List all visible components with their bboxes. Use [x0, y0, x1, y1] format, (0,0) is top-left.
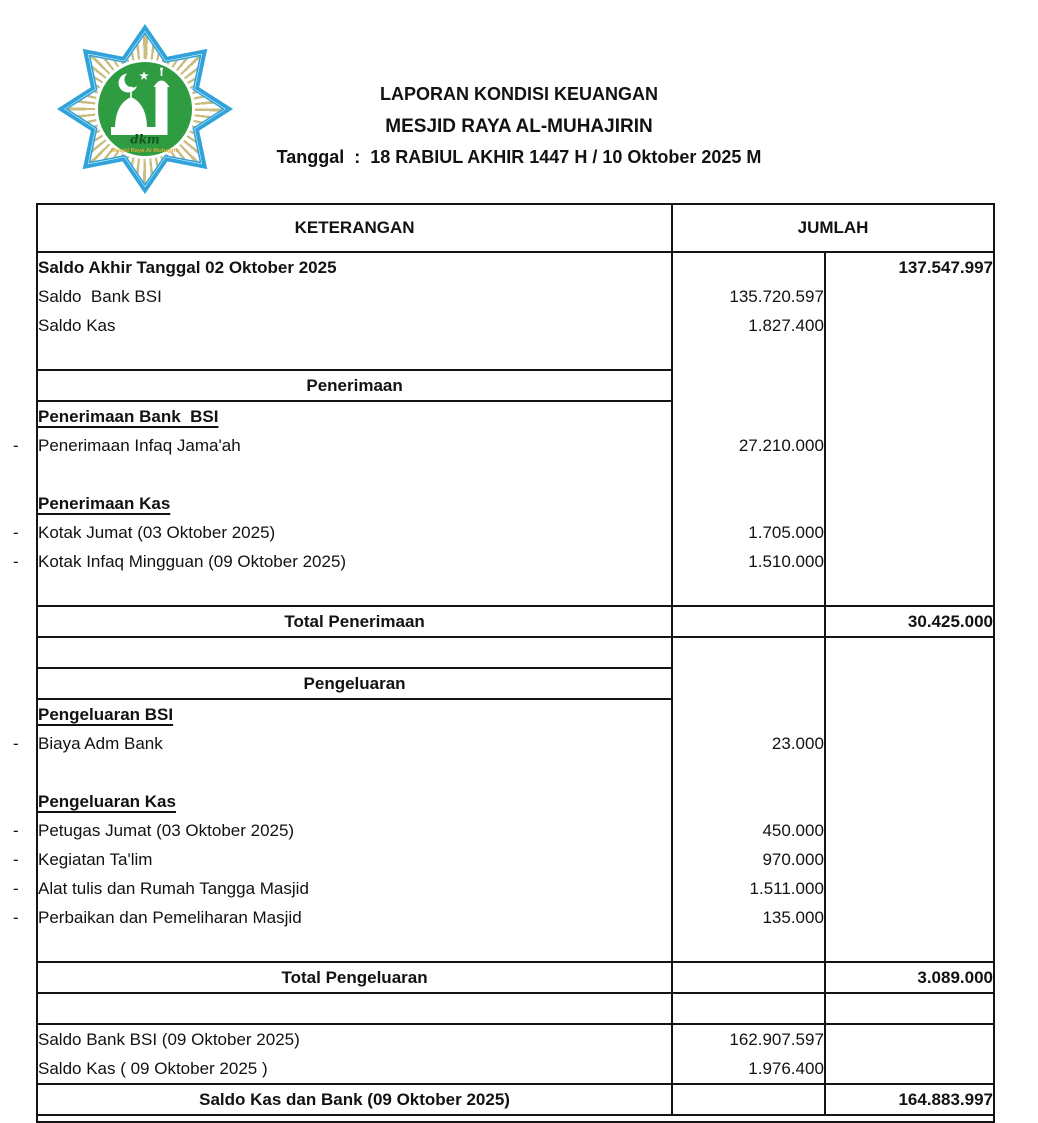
total-amount-cell	[825, 874, 993, 903]
label-cell: - Perbaikan dan Pemeliharan Masjid	[13, 907, 302, 927]
table-row	[38, 729, 993, 758]
total-amount-cell	[825, 431, 993, 460]
spacer-row	[38, 758, 993, 787]
label-cell: Pengeluaran Kas	[38, 791, 176, 811]
amount-cell: 1.827.400	[672, 311, 825, 340]
table-row	[38, 874, 993, 903]
table-row	[38, 282, 993, 311]
amount-cell: 970.000	[672, 845, 825, 874]
finance-table	[13, 205, 993, 1121]
total-amount-cell: 30.425.000	[825, 606, 993, 637]
label-cell: Saldo Bank BSI (09 Oktober 2025)	[38, 1024, 672, 1054]
amount-cell: 162.907.597	[672, 1024, 825, 1054]
report-date: Tanggal : 18 RABIUL AKHIR 1447 H / 10 Oktober 2025 M	[276, 147, 762, 167]
section-header-row	[38, 370, 993, 401]
table-row	[38, 311, 993, 340]
spacer-row	[38, 460, 993, 489]
total-amount-cell	[825, 903, 993, 932]
section-title-cell: Pengeluaran	[38, 668, 672, 699]
total-label-cell: Total Pengeluaran	[38, 962, 672, 993]
amount-cell: 1.511.000	[672, 874, 825, 903]
grand-total-row	[38, 1084, 993, 1115]
table-row	[38, 431, 993, 460]
amount-cell	[672, 1084, 825, 1115]
report-header	[0, 84, 1038, 168]
label-cell: Saldo Kas ( 09 Oktober 2025 )	[38, 1058, 268, 1078]
amount-cell: 135.720.597	[672, 282, 825, 311]
table-row	[38, 489, 993, 518]
label-cell: Saldo Bank BSI	[38, 286, 162, 306]
table-row	[38, 816, 993, 845]
total-amount-cell	[825, 518, 993, 547]
label-cell: - Petugas Jumat (03 Oktober 2025)	[13, 820, 295, 840]
table-row	[38, 845, 993, 874]
amount-cell: 23.000	[672, 729, 825, 758]
bottom-double-border-gap	[38, 1115, 993, 1121]
total-label-cell: Saldo Kas dan Bank (09 Oktober 2025)	[38, 1084, 672, 1115]
mosque-name: MESJID RAYA AL-MUHAJIRIN	[385, 116, 653, 137]
total-amount-cell	[825, 401, 993, 431]
total-amount-cell	[825, 699, 993, 729]
table-header-row	[38, 205, 993, 252]
table-row	[38, 787, 993, 816]
total-amount-cell	[825, 370, 993, 401]
amount-cell	[672, 962, 825, 993]
spacer-row	[38, 993, 993, 1024]
total-amount-cell	[825, 489, 993, 518]
total-amount-cell	[825, 729, 993, 758]
total-amount-cell	[825, 282, 993, 311]
total-amount-cell	[825, 787, 993, 816]
table-row	[38, 903, 993, 932]
spacer-row	[38, 932, 993, 962]
table-row	[38, 547, 993, 576]
total-amount-cell	[825, 668, 993, 699]
star-icon	[139, 71, 149, 80]
total-amount-cell	[825, 311, 993, 340]
table-row	[38, 1054, 993, 1084]
spacer-row	[38, 576, 993, 606]
amount-cell: 1.510.000	[672, 547, 825, 576]
report-title: LAPORAN KONDISI KEUANGAN	[379, 84, 658, 104]
total-amount-cell	[825, 845, 993, 874]
label-cell: Pengeluaran BSI	[38, 704, 174, 724]
total-amount-cell: 164.883.997	[825, 1084, 993, 1115]
amount-cell	[672, 606, 825, 637]
label-cell: - Kotak Jumat (03 Oktober 2025)	[13, 522, 276, 542]
total-row	[38, 606, 993, 637]
amount-cell: 1.976.400	[672, 1054, 825, 1084]
amount-cell: 135.000	[672, 903, 825, 932]
col-header-keterangan: KETERANGAN	[38, 205, 672, 252]
table-row	[38, 518, 993, 547]
table-row	[38, 252, 993, 282]
spacer-row	[38, 637, 993, 668]
amount-cell: 1.705.000	[672, 518, 825, 547]
amount-cell	[672, 401, 825, 431]
label-cell: Penerimaan Kas	[38, 493, 171, 513]
label-cell: Penerimaan Bank BSI	[38, 406, 219, 426]
section-header-row	[38, 668, 993, 699]
amount-cell	[672, 787, 825, 816]
spacer-row	[38, 340, 993, 370]
amount-cell	[672, 668, 825, 699]
amount-cell: 27.210.000	[672, 431, 825, 460]
amount-cell	[672, 699, 825, 729]
total-amount-cell	[825, 1054, 993, 1084]
total-amount-cell	[825, 547, 993, 576]
table-row	[38, 699, 993, 729]
amount-cell: 450.000	[672, 816, 825, 845]
finance-table-frame	[13, 203, 995, 1123]
total-amount-cell	[825, 1024, 993, 1054]
label-cell: - Biaya Adm Bank	[13, 733, 163, 753]
total-row	[38, 962, 993, 993]
logo-dkm-text: dkm	[130, 132, 160, 147]
logo-name-text: Masjid Raya Al Muhajirin	[110, 148, 180, 154]
amount-cell	[672, 489, 825, 518]
label-cell: - Alat tulis dan Rumah Tangga Masjid	[13, 878, 309, 898]
label-cell: Saldo Kas	[38, 315, 116, 335]
label-cell: Saldo Akhir Tanggal 02 Oktober 2025	[38, 257, 337, 277]
table-row	[38, 401, 993, 431]
total-label-cell: Total Penerimaan	[38, 606, 672, 637]
label-cell: - Kotak Infaq Mingguan (09 Oktober 2025)	[13, 551, 347, 571]
table-row	[38, 1024, 993, 1054]
label-cell: - Penerimaan Infaq Jama'ah	[13, 435, 241, 455]
section-title-cell: Penerimaan	[38, 370, 672, 401]
amount-cell	[672, 370, 825, 401]
amount-cell	[672, 252, 825, 282]
total-amount-cell	[825, 816, 993, 845]
col-header-jumlah: JUMLAH	[672, 205, 993, 252]
total-amount-cell: 3.089.000	[825, 962, 993, 993]
total-amount-cell: 137.547.997	[825, 252, 993, 282]
label-cell: - Kegiatan Ta'lim	[13, 849, 153, 869]
